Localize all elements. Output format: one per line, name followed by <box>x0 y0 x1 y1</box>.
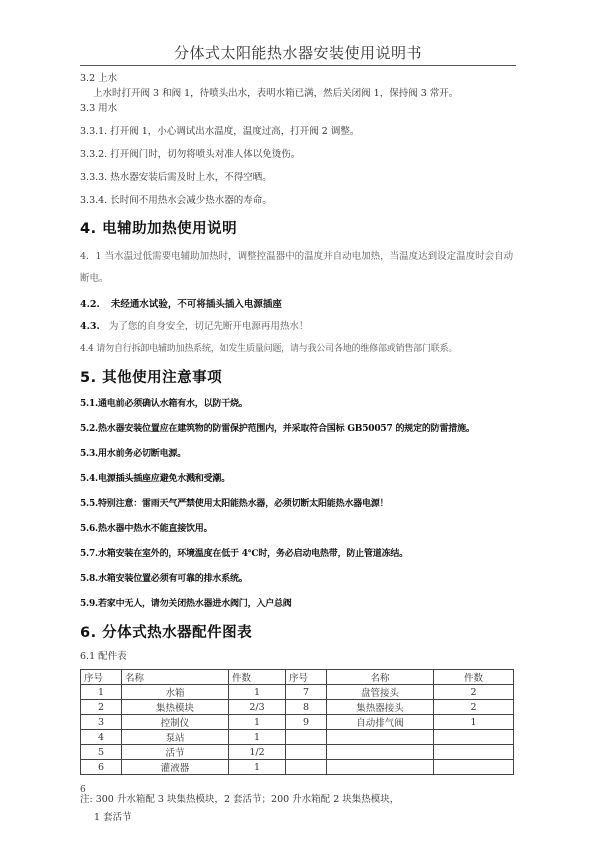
table-row <box>81 715 514 730</box>
table-row <box>81 700 514 715</box>
table-cell: 1 <box>229 715 286 730</box>
table-cell: 8 <box>286 700 327 715</box>
table-cell: 泵站 <box>122 730 229 745</box>
table-cell: 6 <box>81 760 122 775</box>
section-3-3-title: 3.3 用水 <box>80 103 118 114</box>
section-4-3-text: 为了您的自身安全，切记先断开电源再用热水！ <box>108 321 309 332</box>
table-cell: 1 <box>229 760 286 775</box>
table-cell <box>286 730 327 745</box>
section-4-3-number: 4.3. <box>80 321 100 332</box>
table-cell: 1 <box>229 730 286 745</box>
section-4-heading: 4. 电辅助加热使用说明 <box>80 221 238 237</box>
table-header-cell: 件数 <box>434 670 514 685</box>
table-cell <box>434 760 514 775</box>
table-cell: 2 <box>81 700 122 715</box>
table-cell <box>286 745 327 760</box>
header-divider <box>80 65 516 66</box>
section-5-9: 5.9.若家中无人，请勿关闭热水器进水阀门，入户总阀 <box>80 599 292 609</box>
table-cell: 2 <box>434 700 514 715</box>
table-cell <box>286 760 327 775</box>
section-5-6: 5.6.热水器中热水不能直接饮用。 <box>80 524 213 534</box>
section-4-2-number: 4.2. <box>80 299 100 310</box>
parts-note-line-2: 1 套活节 <box>94 812 132 823</box>
parts-note-line-1: 注: 300 升水箱配 3 块集热模块，2 套活节；200 升水箱配 2 块集热模块， <box>80 794 400 805</box>
section-5-4: 5.4.电源插头插座应避免水溅和受潮。 <box>80 474 230 484</box>
table-row <box>81 685 514 700</box>
table-cell <box>434 730 514 745</box>
table-cell <box>327 745 434 760</box>
table-cell: 2/3 <box>229 700 286 715</box>
table-cell: 活节 <box>122 745 229 760</box>
section-4-4: 4.4 请勿自行拆卸电辅助加热系统，如发生质量问题，请与我公司各地的维修部或销售部门联系。 <box>80 344 458 354</box>
table-cell: 控制仪 <box>122 715 229 730</box>
table-row <box>81 760 514 775</box>
table-cell: 集热器接头 <box>327 700 434 715</box>
section-4-1: 4．1 当水温过低需要电辅助加热时，调整控温器中的温度并自动电加热，当温度达到设定温度时会自动断电。 <box>80 251 514 284</box>
table-cell: 1/2 <box>229 745 286 760</box>
section-5-1: 5.1.通电前必须确认水箱有水，以防干烧。 <box>80 399 248 409</box>
section-5-8: 5.8.水箱安装位置必须有可靠的排水系统。 <box>80 574 248 584</box>
section-5-5: 5.5.特别注意：雷雨天气严禁使用太阳能热水器，必须切断太阳能热水器电源！ <box>80 499 389 509</box>
document-body <box>80 72 520 827</box>
table-cell: 集热模块 <box>122 700 229 715</box>
section-5-heading: 5. 其他使用注意事项 <box>80 370 223 386</box>
table-header-cell: 件数 <box>229 670 286 685</box>
table-row <box>81 745 514 760</box>
section-6-heading: 6. 分体式热水器配件图表 <box>80 625 253 641</box>
section-3-2-title: 3.2 上水 <box>80 73 118 84</box>
table-cell: 灌液器 <box>122 760 229 775</box>
section-3-2-text: 上水时打开阀 3 和阀 1，待喷头出水，表明水箱已满，然后关闭阀 1，保持阀 3 常开。 <box>93 88 459 99</box>
section-5-3: 5.3.用水前务必切断电源。 <box>80 449 186 459</box>
section-4-2 <box>80 294 520 316</box>
page-header-title: 分体式太阳能热水器安装使用说明书 <box>173 44 422 62</box>
section-3-3-2: 3.3.2. 打开阀门时，切勿将喷头对准人体以免烫伤。 <box>80 149 301 160</box>
parts-table-header-row <box>81 670 514 685</box>
section-5-7: 5.7.水箱安装在室外的，环境温度在低于 4℃时，务必启动电热带，防止管道冻结。 <box>80 549 408 559</box>
table-row <box>81 730 514 745</box>
table-header-cell: 名称 <box>327 670 434 685</box>
table-header-cell: 序号 <box>81 670 122 685</box>
table-cell: 9 <box>286 715 327 730</box>
table-cell: 3 <box>81 715 122 730</box>
table-header-cell: 名称 <box>122 670 229 685</box>
page-number: 6 <box>80 785 86 795</box>
table-cell <box>327 730 434 745</box>
section-6-1-title: 6.1 配件表 <box>80 651 127 662</box>
table-cell: 水箱 <box>122 685 229 700</box>
table-cell: 1 <box>81 685 122 700</box>
section-5-2: 5.2.热水器安装位置应在建筑物的防雷保护范围内，并采取符合国标 GB50057 的规定的防雷措施。 <box>80 424 475 434</box>
section-3-3-1: 3.3.1. 打开阀 1，小心调试出水温度，温度过高，打开阀 2 调整。 <box>80 126 360 137</box>
table-cell: 1 <box>434 715 514 730</box>
table-cell <box>327 760 434 775</box>
table-header-cell: 序号 <box>286 670 327 685</box>
table-cell: 2 <box>434 685 514 700</box>
section-3-3-4: 3.3.4. 长时间不用热水会减少热水器的寿命。 <box>80 195 272 206</box>
table-cell: 4 <box>81 730 122 745</box>
table-cell: 7 <box>286 685 327 700</box>
section-4-2-text: 未经通水试验，不可将插头插入电源插座 <box>110 299 282 310</box>
parts-note <box>80 791 520 827</box>
table-cell: 1 <box>229 685 286 700</box>
table-cell: 盘管接头 <box>327 685 434 700</box>
table-cell <box>434 745 514 760</box>
table-cell: 自动排气阀 <box>327 715 434 730</box>
parts-table <box>80 669 514 775</box>
table-cell: 5 <box>81 745 122 760</box>
section-3-3-3: 3.3.3. 热水器安装后需及时上水，不得空晒。 <box>80 172 272 183</box>
section-4-3 <box>80 316 520 338</box>
